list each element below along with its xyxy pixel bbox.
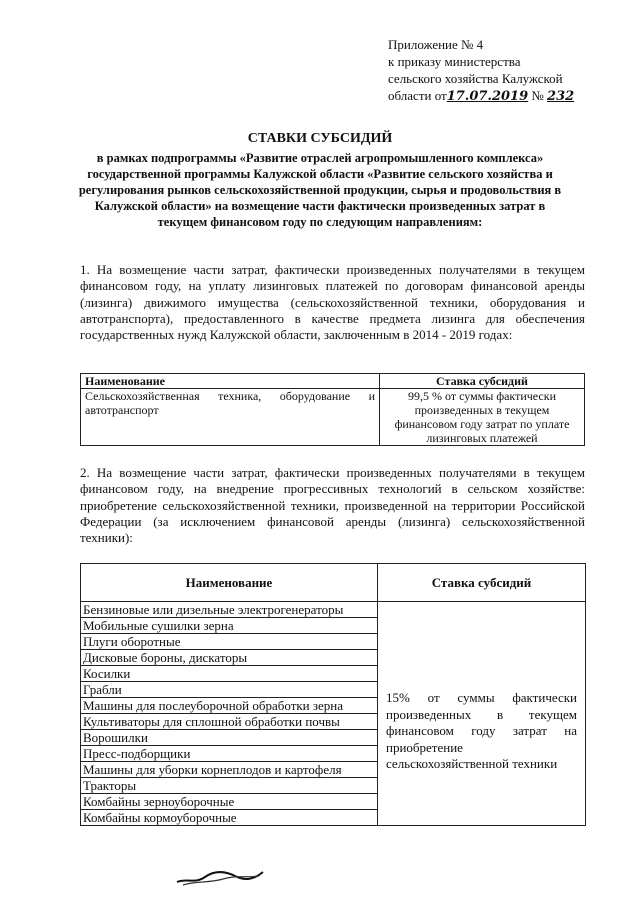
machinery-item: Комбайны кормоуборочные xyxy=(81,810,378,826)
document-title: СТАВКИ СУБСИДИЙ xyxy=(247,131,393,146)
column-header-rate: Ставка субсидий xyxy=(378,564,586,602)
appendix-date: 17.07.2019 xyxy=(446,89,529,104)
column-header-rate: Ставка субсидий xyxy=(380,374,585,389)
leasing-rates-table xyxy=(80,373,585,446)
machinery-item: Машины для уборки корнеплодов и картофеля xyxy=(81,762,378,778)
machinery-item: Комбайны зерноуборочные xyxy=(81,794,378,810)
row-name: Сельскохозяйственная техника, оборудование и автотранспорт xyxy=(81,389,380,446)
machinery-rate-cell xyxy=(378,602,586,826)
machinery-item: Машины для послеуборочной обработки зерна xyxy=(81,698,378,714)
machinery-item: Грабли xyxy=(81,682,378,698)
machinery-item: Тракторы xyxy=(81,778,378,794)
machinery-item: Ворошилки xyxy=(81,730,378,746)
table-row xyxy=(81,602,586,618)
machinery-rates-table xyxy=(80,563,586,826)
appendix-date-prefix: области от xyxy=(388,88,447,103)
table-header-row xyxy=(81,374,585,389)
appendix-line-4 xyxy=(388,87,628,105)
machinery-item: Дисковые бороны, дискаторы xyxy=(81,650,378,666)
machinery-item: Косилки xyxy=(81,666,378,682)
table-row xyxy=(81,389,585,446)
machinery-item: Бензиновые или дизельные электрогенераторы xyxy=(81,602,378,618)
ink-mark-icon xyxy=(175,866,265,888)
machinery-item: Плуги оборотные xyxy=(81,634,378,650)
appendix-number-label: № xyxy=(531,88,544,103)
table-header-row xyxy=(81,564,586,602)
machinery-item: Культиваторы для сплошной обработки почвы xyxy=(81,714,378,730)
section-2-text: 2. На возмещение части затрат, фактически произведенных получателями в текущем финансовом году, на внедрение прогрессивных технологий в сельском хозяйстве: приобретение сельскохозяйственной техники, произведенной на территории Российской Федерации (за исключением финансовой аренды (лизинга) сельскохозяйственной техники): xyxy=(80,465,585,546)
row-rate: 99,5 % от суммы фактически произведенных в текущем финансовом году затрат по уплате лизинговых платежей xyxy=(380,389,585,446)
machinery-rate: 15% от суммы фактически произведенных в текущем финансовом году затрат на приобретение сельскохозяйственной техники xyxy=(386,690,577,772)
machinery-item: Мобильные сушилки зерна xyxy=(81,618,378,634)
appendix-line-3: сельского хозяйства Калужской xyxy=(388,71,563,86)
appendix-number: 232 xyxy=(547,89,575,104)
document-subtitle: в рамках подпрограммы «Развитие отраслей агропромышленного комплекса» государственной программы Калужской области «Развитие сельского хозяйства и регулирования рынков сельскохозяйственной продукции, сырья и продовольствия в Калужской области» на возмещение части фактически произведенных затрат в текущем финансовом году по следующим направлениям: xyxy=(78,151,562,229)
appendix-line-1: Приложение № 4 xyxy=(388,37,484,52)
appendix-block xyxy=(388,36,628,105)
appendix-line-2: к приказу министерства xyxy=(388,54,521,69)
machinery-item: Пресс-подборщики xyxy=(81,746,378,762)
section-1-text: 1. На возмещение части затрат, фактически произведенных получателями в текущем финансовом году, на уплату лизинговых платежей по договорам финансовой аренды (лизинга) движимого имущества (сельскохозяйственной техники, оборудования и автотранспорта), предоставленного в качестве предмета лизинга для обеспечения государственных нужд Калужской области, заключенным в 2014 - 2019 годах: xyxy=(80,262,585,343)
column-header-name: Наименование xyxy=(81,374,380,389)
column-header-name: Наименование xyxy=(81,564,378,602)
